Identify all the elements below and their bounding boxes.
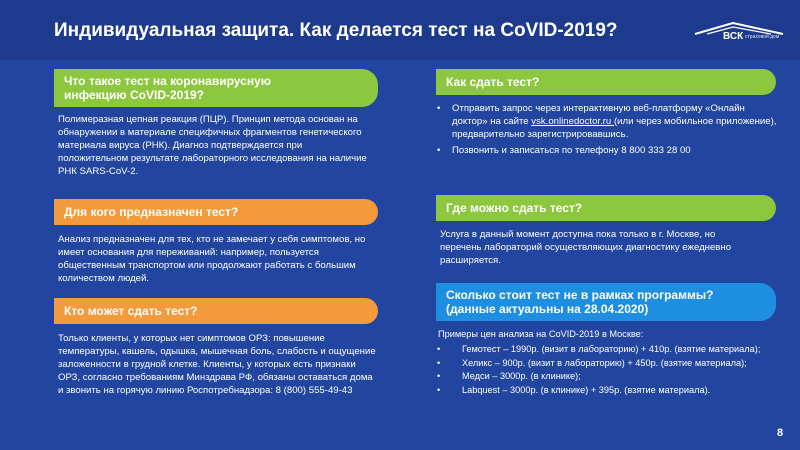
how-to-list <box>436 102 778 157</box>
question-line: Где можно сдать тест? <box>446 201 583 215</box>
question-cost <box>436 283 776 321</box>
page-number: 8 <box>777 427 784 439</box>
item-text: (или через мобильное приложение), предварительно зарегистрировавшись. <box>452 116 777 140</box>
slide-title: Индивидуальная защита. Как делается тест на CoVID-2019? <box>54 20 618 41</box>
answer-how-to <box>436 102 778 157</box>
price-item: • Labquest – 3000р. (в клинике) + 395р. (взятие материала). <box>436 384 776 397</box>
list-item <box>436 102 778 141</box>
question-line: Как сдать тест? <box>446 75 540 89</box>
answer-where: Услуга в данный момент доступна пока только в г. Москве, но перечень лабораторий осуществляющих диагностику ежедневно расширяется. <box>440 229 732 266</box>
question-line: (данные актуальны на 28.04.2020) <box>446 302 649 316</box>
price-item: • Хеликс – 900р. (визит в лабораторию) + 450р. (взятие материала); <box>436 357 776 370</box>
prices-intro: Примеры цен анализа на CoVID-2019 в Москве: <box>438 329 644 339</box>
item-text: Отправить запрос через интерактивную веб-платформу «Онлайн доктор» на сайте <box>452 103 745 127</box>
question-line: инфекцию CoVID-2019? <box>64 88 205 102</box>
question-line: Что такое тест на коронавирусную <box>64 74 271 88</box>
question-who-for <box>54 199 378 225</box>
answer-what-is-test: Полимеразная цепная реакция (ПЦР). Принцип метода основан на обнаружении в материале специфичных фрагментов генетического материала вируса (РНК). Диагноз подтверждается при положительном результате лабораторного исследования на наличие РНК SARS-CoV-2. <box>58 114 367 177</box>
logo-brand: ВСК <box>723 31 744 42</box>
question-who-can <box>54 298 378 324</box>
question-what-is-test <box>54 69 378 107</box>
question-line: Для кого предназначен тест? <box>64 205 239 219</box>
price-item: • Гемотест – 1990р. (визит в лабораторию) + 410р. (взятие материала); <box>436 343 776 356</box>
vsk-logo <box>693 22 785 48</box>
answer-who-for: Анализ предназначен для тех, кто не замечает у себя симптомов, но имеет основания для переживаний: например, пользуется общественным транспортом или продолжают работать с большим количеством людей. <box>58 234 366 284</box>
price-item: • Медси – 3000р. (в клинике); <box>436 370 776 383</box>
prices-list <box>436 343 776 397</box>
question-line: Сколько стоит тест не в рамках программы? <box>446 288 714 302</box>
logo-subtitle: страховой дом <box>745 34 780 40</box>
question-line: Кто может сдать тест? <box>64 304 198 318</box>
answer-who-can: Только клиенты, у которых нет симптомов ОРЗ: повышение температуры, кашель, одышка, мышечная боль, слабость и ощущение заложенности в грудной клетке. Клиенты, у которых есть признаки ОРЗ, согласно требованиям Минздрава РФ, обязаны оставаться дома и звонить на горячую линию Роспотребнадзора: 8 (800) 555-49-43 <box>58 333 376 396</box>
question-where <box>436 195 776 221</box>
vsk-onlinedoctor-link[interactable]: vsk.onlinedoctor.ru <box>531 116 614 127</box>
answer-cost <box>436 328 776 397</box>
question-how-to <box>436 69 776 95</box>
list-item: • Позвонить и записаться по телефону 8 800 333 28 00 <box>436 144 778 157</box>
